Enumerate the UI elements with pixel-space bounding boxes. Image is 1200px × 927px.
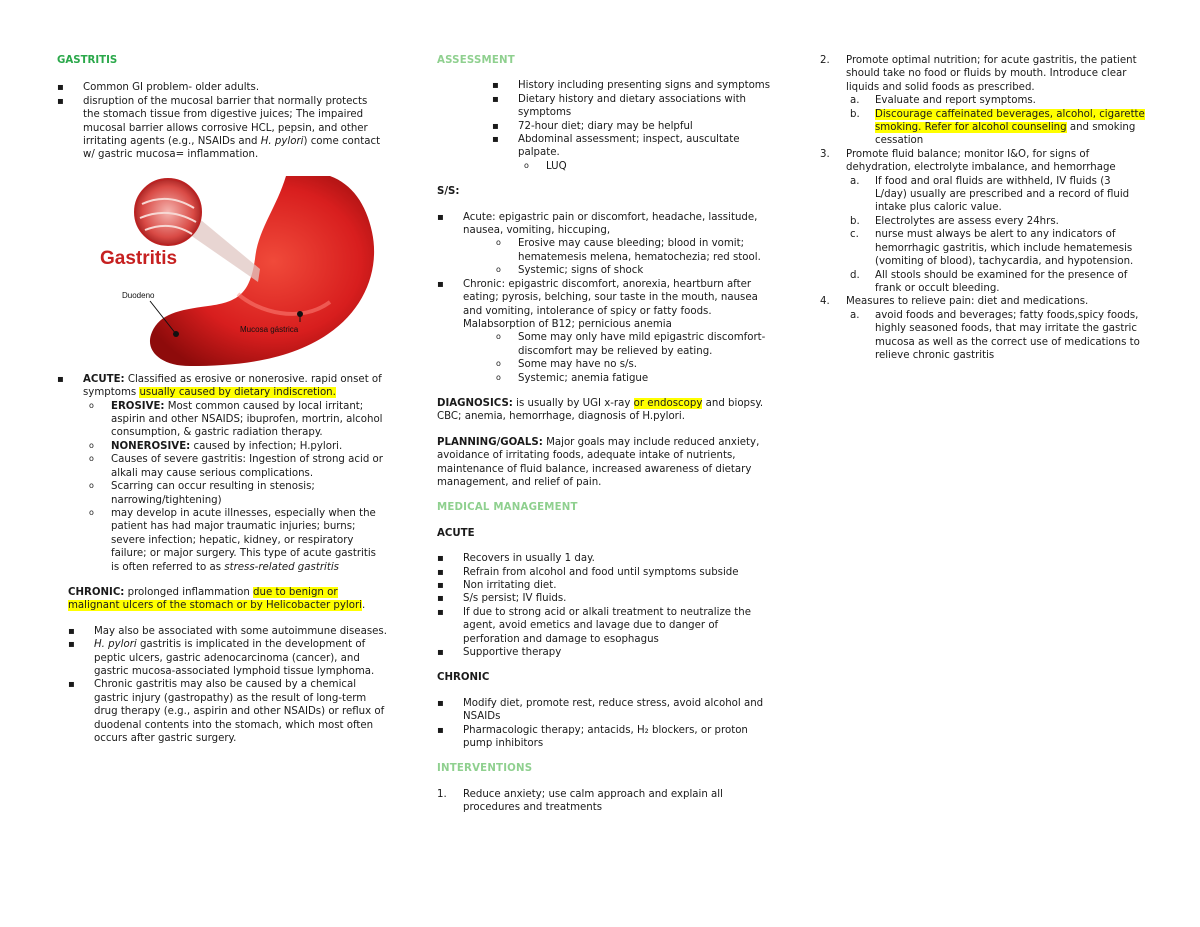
list-item: a. Evaluate and report symptoms. xyxy=(850,95,1036,107)
list-item: o Some may only have mild epigastric discomfort- discomfort may be relieved by eating. xyxy=(490,331,772,358)
list-item: c. nurse must always be alert to any indicators of hemorrhagic gastritis, which include hematemesis (vomiting of blood), tachycardia, and hypotension. xyxy=(850,229,1134,268)
highlight: usually caused by dietary indiscretion. xyxy=(139,387,336,399)
acute-list xyxy=(57,373,387,574)
stomach-image xyxy=(90,174,400,369)
list-item: o Causes of severe gastritis: Ingestion of strong acid or alkali may cause serious complications. xyxy=(83,453,387,480)
list-item: ▪ S/s persist; IV fluids. xyxy=(437,592,772,605)
column-assessment xyxy=(437,54,772,815)
list-item: 3. Promote fluid balance; monitor I&O, for signs of dehydration, electrolyte imbalance, and hemorrhage a. If food and oral fluids are withheld, IV fluids (3 L/day) usually are prescribed and a record of fluid intake plus caloric value. b. Electrolytes are assess every 24hrs. c. nurse must always be alert to any indicators of hemorrhagic gastritis, which include hematemesis (vomiting of blood), tachycardia, and hypotension. d. All stools should be examined for the presence of frank or occult bleeding. xyxy=(820,148,1145,295)
list-item: a. avoid foods and beverages; fatty foods,spicy foods, highly seasoned foods, that may irritate the gastric mucosa as well as the correct use of medications to relieve chronic gastritis xyxy=(850,309,1140,361)
interventions-list-continued xyxy=(820,54,1145,362)
assessment-sublist xyxy=(518,160,772,173)
list-item: o EROSIVE: Most common caused by local irritant; aspirin and other NSAIDS; ibuprofen, mortrin, alcohol consumption, & gastric radiation therapy. xyxy=(83,400,387,440)
acute-sublist xyxy=(83,400,387,574)
list-item: o Systemic; anemia fatigue xyxy=(490,372,772,385)
list-item: ▪ If due to strong acid or alkali treatment to neutralize the agent, avoid emetics and lavage due to danger of perforation and damage to esophagus xyxy=(437,606,772,646)
list-item: b. Electrolytes are assess every 24hrs. xyxy=(850,215,1059,227)
list-item: ▪ Dietary history and dietary associations with symptoms xyxy=(492,93,772,120)
list-item: 1. Reduce anxiety; use calm approach and explain all procedures and treatments xyxy=(437,788,723,814)
list-item: o Erosive may cause bleeding; blood in vomit; hematemesis melena, hematochezia; red stool. xyxy=(490,237,772,264)
item3-sublist xyxy=(820,175,1145,296)
section-title-medical-management: MEDICAL MANAGEMENT xyxy=(437,502,578,514)
subtitle-chronic: CHRONIC xyxy=(437,672,490,684)
planning-paragraph: PLANNING/GOALS: Major goals may include reduced anxiety, avoidance of irritating foods, adequate intake of nutrients, maintenance of fluid balance, increased awareness of dietary management, and relief of pain. xyxy=(437,436,760,488)
list-item: ▪ Pharmacologic therapy; antacids, H₂ blockers, or proton pump inhibitors xyxy=(437,724,772,751)
chronic-management-list xyxy=(437,697,772,751)
list-item: ▪ ACUTE: Classified as erosive or nonerosive. rapid onset of symptoms usually caused by dietary indiscretion. o EROSIVE: Most common caused by local irritant; aspirin and other NSAIDS; ibuprofen, mortrin, alcohol consumption, & gastric radiation therapy. o NONEROSIVE: caused by infection; H.pylori. o Causes of severe gastritis: Ingestion of strong acid or alkali may cause serious complications. o Scarring can occur resulting in stenosis; narrowing/tightening) o may develop in acute illnesses, especially when the patient has had major traumatic injuries; burns; severe infection; hepatic, kidney, or respiratory failure; or major surgery. This type of acute gastritis is often referred to as stress-related gastritis xyxy=(57,373,387,574)
chronic-list xyxy=(57,625,387,746)
section-title-ss: S/S: xyxy=(437,186,460,198)
list-item: 4. Measures to relieve pain: diet and medications. a. avoid foods and beverages; fatty foods,spicy foods, highly seasoned foods, that may irritate the gastric mucosa as well as the correct use of medications to relieve chronic gastritis xyxy=(820,295,1145,362)
intro-list xyxy=(57,81,387,161)
interventions-list xyxy=(437,788,772,815)
list-item: ▪ Recovers in usually 1 day. xyxy=(437,552,772,565)
subtitle-acute: ACUTE xyxy=(437,527,475,539)
list-item: ▪ H. pylori gastritis is implicated in the development of peptic ulcers, gastric adenocarcinoma (cancer), and gastric mucosa-associated lymphoid tissue lymphoma. xyxy=(68,638,387,678)
list-item: ▪ Abdominal assessment; inspect, auscultate palpate. o LUQ xyxy=(492,133,772,173)
list-item: 2. Promote optimal nutrition; for acute gastritis, the patient should take no food or fluids by mouth. Introduce clear liquids and solid foods as prescribed. a. Evaluate and report symptoms. b. Discourage caffeinated beverages, alcohol, cigarette smoking. Refer for alcohol counseling and smoking cessation xyxy=(820,55,1145,147)
item2-sublist xyxy=(820,94,1145,148)
chronic-paragraph: CHRONIC: prolonged inflammation due to benign or malignant ulcers of the stomach or by Helicobacter pylori. xyxy=(68,586,366,612)
list-item: o Scarring can occur resulting in stenosis; narrowing/tightening) xyxy=(83,480,387,507)
list-item: ▪ 72-hour diet; diary may be helpful xyxy=(492,120,772,133)
list-item: o Systemic; signs of shock xyxy=(490,264,772,277)
list-item: d. All stools should be examined for the presence of frank or occult bleeding. xyxy=(850,269,1128,294)
list-item: ▪ Modify diet, promote rest, reduce stress, avoid alcohol and NSAIDs xyxy=(437,697,772,724)
duodeno-dot xyxy=(173,331,179,337)
section-title-assessment: ASSESSMENT xyxy=(437,55,515,66)
gastritis-illustration xyxy=(90,174,400,369)
list-item: o LUQ xyxy=(518,160,772,173)
figure-title: Gastritis xyxy=(100,247,178,269)
ss-list xyxy=(437,211,772,385)
section-title-gastritis: GASTRITIS xyxy=(57,55,118,66)
ss-chronic-sublist xyxy=(463,331,772,385)
list-item: ▪ Chronic: epigastric discomfort, anorexia, heartburn after eating; pyrosis, belching, sour taste in the mouth, nausea and vomiting, intolerance of spicy or fatty foods. Malabsorption of B12; pernicious anemia o Some may only have mild epigastric discomfort- discomfort may be relieved by eating. o Some may have no s/s. o Systemic; anemia fatigue xyxy=(437,278,772,385)
list-item: o may develop in acute illnesses, especially when the patient has had major traumatic injuries; burns; severe infection; hepatic, kidney, or respiratory failure; or major surgery. This type of acute gastritis is often referred to as stress-related gastritis xyxy=(83,507,387,574)
list-item: ▪ Refrain from alcohol and food until symptoms subside xyxy=(437,566,772,579)
diagnostics-paragraph: DIAGNOSICS: is usually by UGI x-ray or endoscopy and biopsy. CBC; anemia, hemorrhage, diagnosis of H.pylori. xyxy=(437,397,764,423)
item4-sublist xyxy=(820,309,1145,363)
list-item: ▪ disruption of the mucosal barrier that normally protects the stomach tissue from digestive juices; The impaired mucosal barrier allows corrosive HCL, pepsin, and other irritating agents (e.g., NSAIDs and H. pylori) come contact w/ gastric mucosa= inflammation. xyxy=(57,95,387,162)
list-item: ▪ History including presenting signs and symptoms xyxy=(492,79,772,92)
section-title-interventions: INTERVENTIONS xyxy=(437,763,533,775)
label-duodeno: Duodeno xyxy=(122,290,155,300)
column-gastritis xyxy=(57,54,387,745)
highlight: or endoscopy xyxy=(633,397,703,409)
list-item: ▪ Chronic gastritis may also be caused by a chemical gastric injury (gastropathy) as the result of long-term drug therapy (e.g., aspirin and other NSAIDs) or reflux of duodenal contents into the stomach, which most often occurs after gastric surgery. xyxy=(68,678,387,745)
highlight: due to benign or malignant ulcers of the stomach or by Helicobacter pylori xyxy=(68,586,362,612)
list-item: ▪ Acute: epigastric pain or discomfort, headache, lassitude, nausea, vomiting, hiccuping, o Erosive may cause bleeding; blood in vomit; hematemesis melena, hematochezia; red stool. o Systemic; signs of shock xyxy=(437,211,772,278)
list-item: ▪ Supportive therapy xyxy=(437,646,772,659)
list-item: ▪ Common GI problem- older adults. xyxy=(57,81,387,94)
label-mucosa: Mucosa gástrica xyxy=(240,324,299,334)
list-item: b. Discourage caffeinated beverages, alcohol, cigarette smoking. Refer for alcohol counseling and smoking cessation xyxy=(850,108,1145,147)
acute-management-list xyxy=(437,552,772,659)
assessment-list xyxy=(437,79,772,173)
list-item: o Some may have no s/s. xyxy=(490,358,772,371)
highlight: Discourage caffeinated beverages, alcohol, cigarette smoking. Refer for alcohol counseling xyxy=(875,108,1145,134)
column-interventions xyxy=(820,54,1145,362)
list-item: a. If food and oral fluids are withheld, IV fluids (3 L/day) usually are prescribed and a record of fluid intake plus caloric value. xyxy=(850,175,1130,214)
list-item: ▪ Non irritating diet. xyxy=(437,579,772,592)
list-item: o NONEROSIVE: caused by infection; H.pylori. xyxy=(83,440,387,453)
list-item: ▪ May also be associated with some autoimmune diseases. xyxy=(68,625,387,638)
ss-acute-sublist xyxy=(463,237,772,277)
